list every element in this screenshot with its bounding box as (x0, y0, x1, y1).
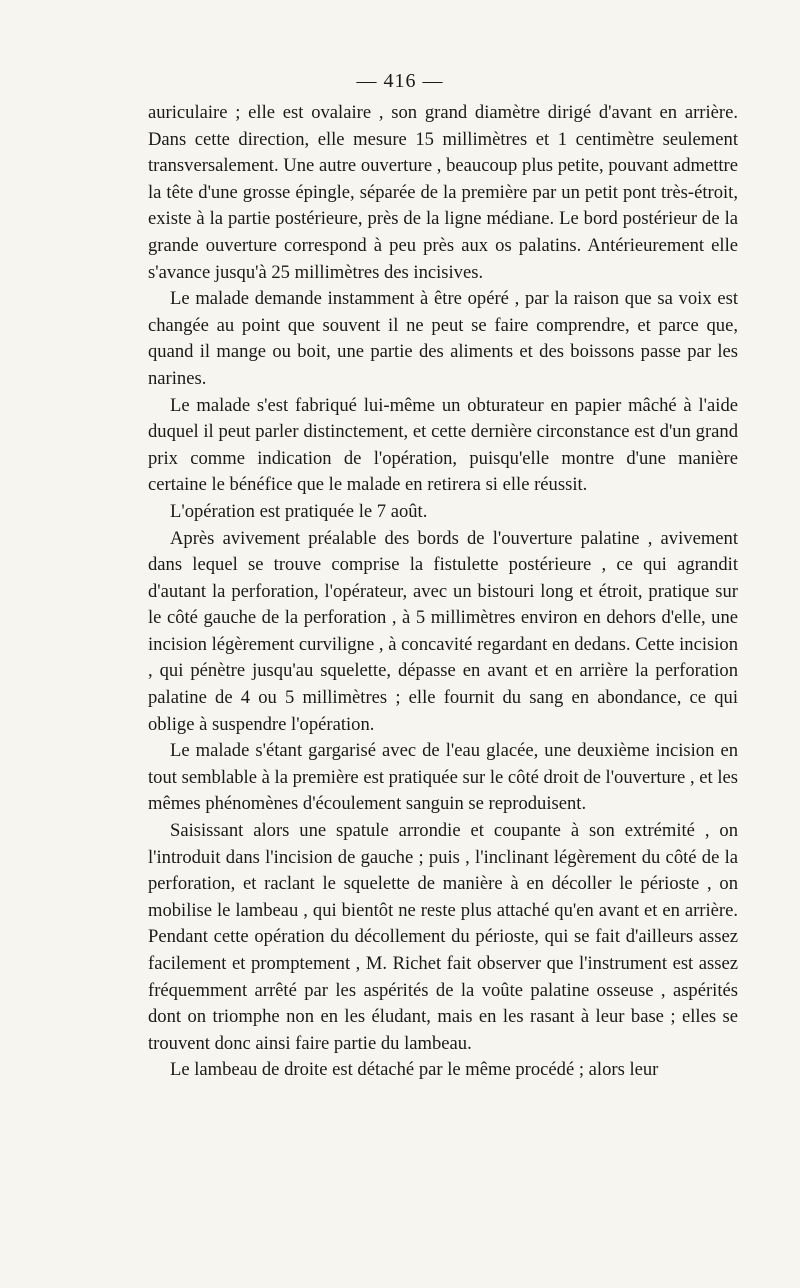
paragraph: L'opération est pratiquée le 7 août. (170, 500, 428, 522)
body-text (148, 100, 738, 1084)
paragraph: Le malade s'étant gargarisé avec de l'eau glacée, une deuxième incision en tout semblable à la première est pratiquée sur le côté droit de l'ouverture , et les mêmes phénomènes d'écoulement sanguin se reproduisent. (148, 740, 738, 815)
paragraph: auriculaire ; elle est ovalaire , son grand diamètre dirigé d'avant en arrière. Dans cette direction, elle mesure 15 millimètres et 1 centimètre seulement transversalement. Une autre ouverture , beaucoup plus petite, pouvant admettre la tête d'une grosse épingle, séparée de la première par un petit pont très-étroit, existe à la partie postérieure, près de la ligne médiane. Le bord postérieur de la grande ouverture correspond à peu près aux os palatins. Antérieurement elle s'avance jusqu'à 25 millimètres des incisives. (148, 102, 738, 283)
paragraph: Le malade demande instamment à être opéré , par la raison que sa voix est changée au point que souvent il ne peut se faire comprendre, et parce que, quand il mange ou boit, une partie des aliments et des boissons passe par les narines. (148, 288, 738, 389)
page-number: — 416 — (356, 70, 444, 92)
paragraph: Après avivement préalable des bords de l'ouverture palatine , avivement dans lequel se trouve comprise la fistulette postérieure , ce qui agrandit d'autant la perforation, l'opérateur, avec un bistouri long et étroit, pratique sur le côté gauche de la perforation , à 5 millimètres environ en dehors d'elle, une incision légèrement curviligne , à concavité regardant en dedans. Cette incision , qui pénètre jusqu'au squelette, dépasse en avant et en arrière la perforation palatine de 4 ou 5 millimètres ; elle fournit du sang en abondance, ce qui oblige à suspendre l'opération. (148, 527, 738, 735)
paragraph: Saisissant alors une spatule arrondie et coupante à son extrémité , on l'introduit dans l'incision de gauche ; puis , l'inclinant légèrement du côté de la perforation, et raclant le squelette de manière à en décoller le périoste , on mobilise le lambeau , qui bientôt ne reste plus attaché qu'en avant et en arrière. Pendant cette opération du décollement du périoste, qui se fait d'ailleurs assez facilement et promptement , M. Richet fait observer que l'instrument est assez fréquemment arrêté par les aspérités de la voûte palatine osseuse , aspérités dont on triomphe non en les éludant, mais en les rasant à leur base ; elles se trouvent donc ainsi faire partie du lambeau. (148, 820, 738, 1054)
paragraph: Le lambeau de droite est détaché par le même procédé ; alors leur (170, 1059, 659, 1081)
paragraph: Le malade s'est fabriqué lui-même un obturateur en papier mâché à l'aide duquel il peut parler distinctement, et cette dernière circonstance est d'un grand prix comme indication de l'opération, puisqu'elle montre d'une manière certaine le bénéfice que le malade en retirera si elle réussit. (148, 394, 738, 496)
